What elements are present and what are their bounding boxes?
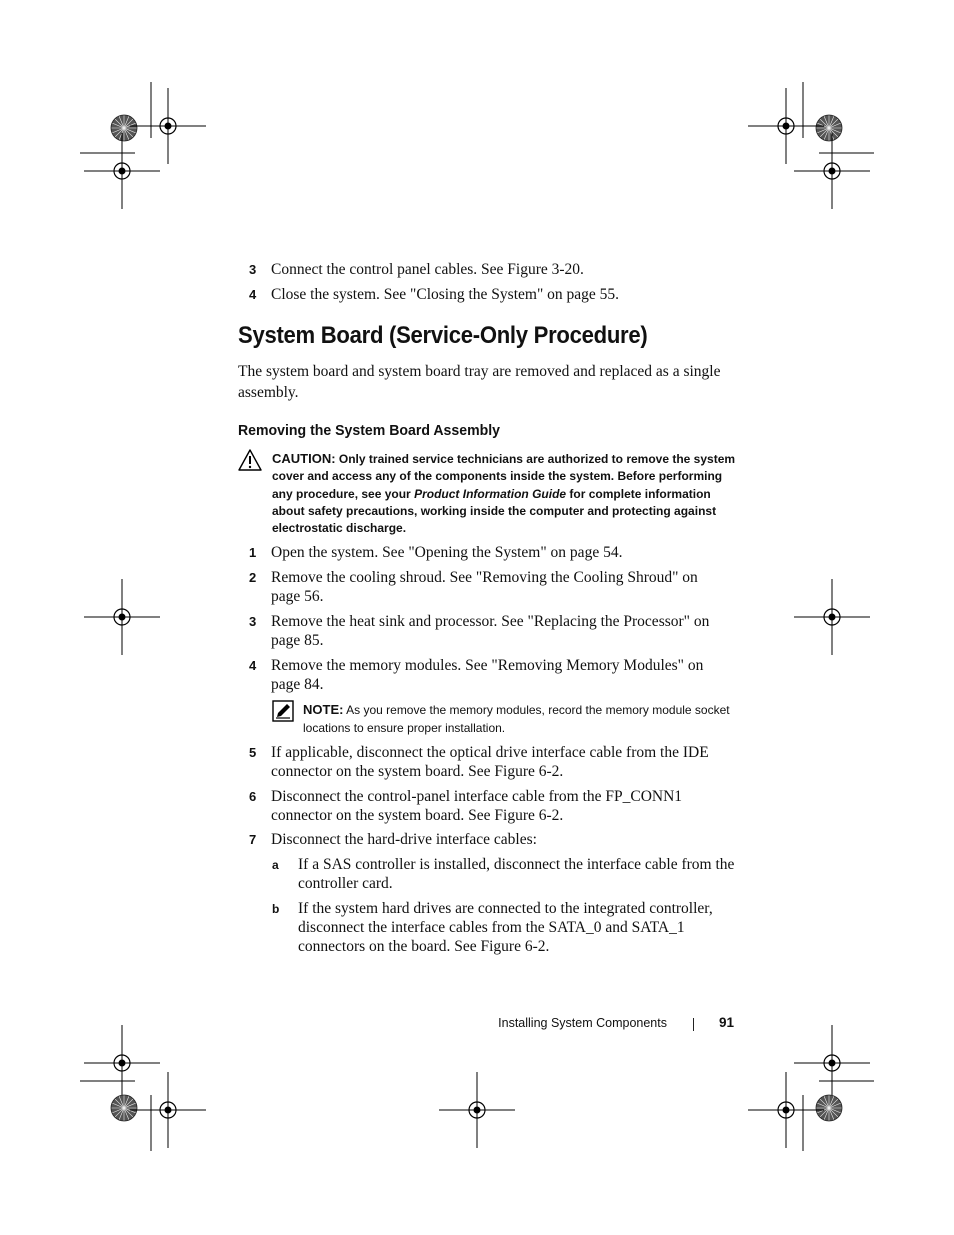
note-box bbox=[303, 701, 748, 737]
substep-text: If the system hard drives are connected to the integrated controller, disconnect the interface cables from the SATA_0 and SATA_1 connectors on the board. See Figure 6-2. bbox=[298, 900, 713, 955]
step-number: 3 bbox=[249, 614, 257, 629]
step-text: Connect the control panel cables. See Figure 3-20. bbox=[271, 261, 584, 278]
substep-letter: a bbox=[272, 858, 279, 872]
step-number: 6 bbox=[249, 789, 257, 804]
note-text: As you remove the memory modules, record the memory module socket locations to ensure proper installation. bbox=[303, 703, 730, 735]
step-text: Open the system. See "Opening the System" on page 54. bbox=[271, 544, 623, 561]
note-label: NOTE: bbox=[303, 702, 344, 717]
star-target-icon bbox=[111, 115, 137, 141]
crosshair-icon bbox=[84, 133, 160, 209]
step-number: 2 bbox=[249, 570, 257, 585]
crosshair-icon bbox=[84, 579, 160, 655]
crosshair-icon bbox=[130, 1072, 206, 1148]
guide-title: Product Information Guide bbox=[414, 486, 567, 501]
subsection-title: Removing the System Board Assembly bbox=[238, 422, 500, 439]
crosshair-icon bbox=[748, 88, 824, 164]
intro-paragraph: The system board and system board tray are removed and replaced as a single assembly. bbox=[238, 363, 721, 401]
page-number: 91 bbox=[719, 1015, 735, 1030]
substep-text: If a SAS controller is installed, disconnect the interface cable from the controller card. bbox=[298, 856, 735, 892]
step-number: 7 bbox=[249, 832, 257, 847]
footer-section-title: Installing System Components bbox=[498, 1016, 667, 1030]
star-target-icon bbox=[816, 115, 842, 141]
crosshair-icon bbox=[748, 1072, 824, 1148]
substep-letter: b bbox=[272, 902, 280, 916]
crosshair-icon bbox=[794, 1025, 870, 1101]
step-text: Close the system. See "Closing the System" on page 55. bbox=[271, 286, 620, 303]
step-text: Disconnect the control-panel interface cable from the FP_CONN1 connector on the system board. See Figure 6-2. bbox=[271, 788, 683, 824]
crosshair-icon bbox=[794, 579, 870, 655]
step-text: If applicable, disconnect the optical drive interface cable from the IDE connector on the system board. See Figure 6-2. bbox=[271, 744, 709, 780]
note-pencil-icon bbox=[272, 700, 294, 722]
caution-text: Only trained service technicians are authorized to remove the system cover and access any of the components inside the system. Before performing any procedure, see your bbox=[272, 452, 736, 501]
step-number: 5 bbox=[249, 745, 257, 760]
step-number: 1 bbox=[249, 545, 257, 560]
caution-box bbox=[272, 450, 742, 537]
section-title: System Board (Service-Only Procedure) bbox=[238, 322, 648, 349]
crosshair-icon bbox=[84, 1025, 160, 1101]
caution-triangle-icon bbox=[238, 449, 262, 471]
footer-divider bbox=[693, 1018, 694, 1031]
crosshair-icon bbox=[130, 88, 206, 164]
caution-text-end: for complete information about safety precautions, working inside the computer and protecting against electrostatic discharge. bbox=[272, 486, 717, 536]
crosshair-icon bbox=[439, 1072, 515, 1148]
step-text: Remove the memory modules. See "Removing Memory Modules" on page 84. bbox=[271, 657, 704, 693]
step-number: 4 bbox=[249, 287, 257, 302]
step-number: 3 bbox=[249, 262, 257, 277]
crosshair-icon bbox=[794, 133, 870, 209]
caution-label: CAUTION: bbox=[272, 451, 336, 466]
step-text: Remove the cooling shroud. See "Removing the Cooling Shroud" on page 56. bbox=[271, 569, 698, 605]
star-target-icon bbox=[816, 1095, 842, 1121]
step-text: Disconnect the hard-drive interface cables: bbox=[271, 831, 537, 848]
step-number: 4 bbox=[249, 658, 257, 673]
star-target-icon bbox=[111, 1095, 137, 1121]
step-text: Remove the heat sink and processor. See "Replacing the Processor" on page 85. bbox=[271, 613, 710, 649]
